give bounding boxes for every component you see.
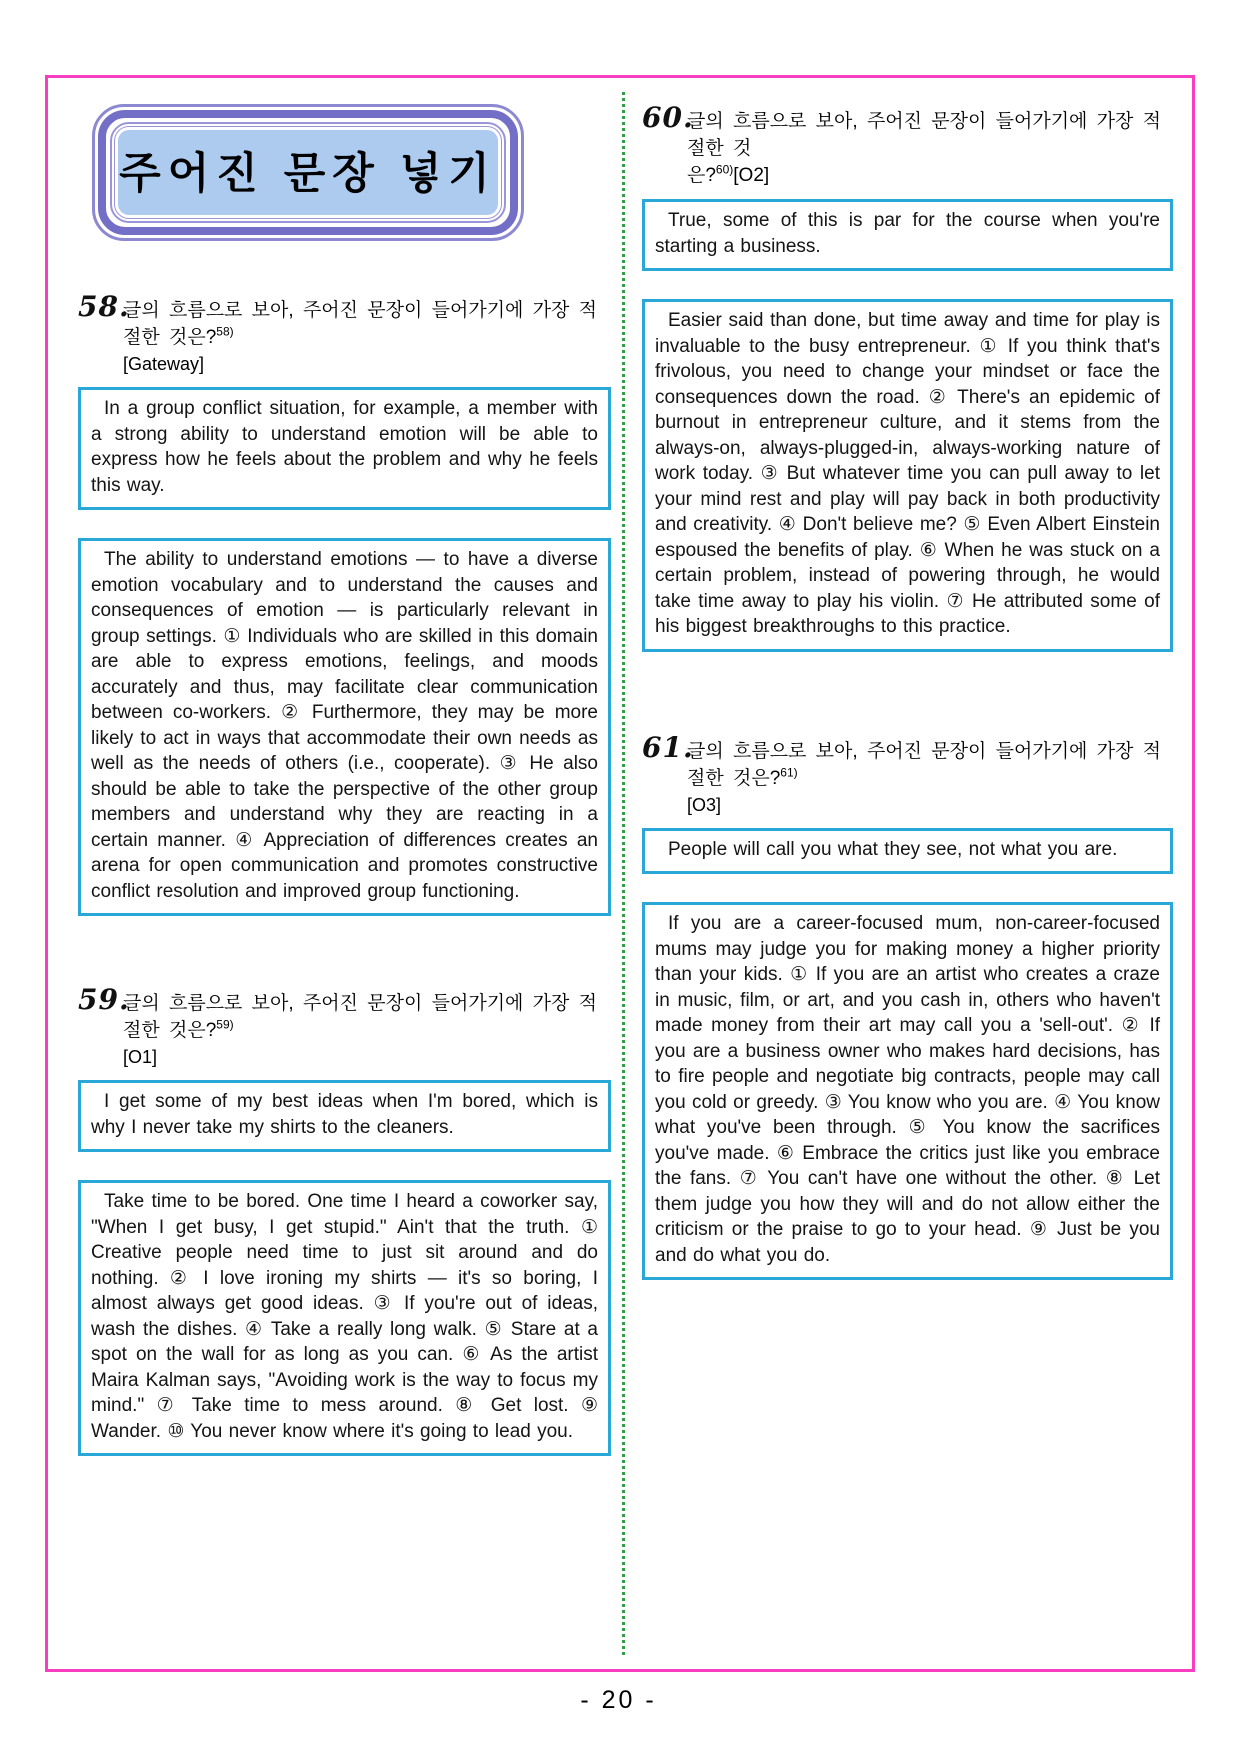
question-59-passage-text: Take time to be bored. One time I heard a coworker say, "When I get busy, I get stupid." Ain't that the truth. ① Creative people need time to just sit around and do nothing. ② I love ironing my shirts — it's so boring, I almost always get good ideas. ③ If you're out of ideas, wash the dishes. ④ Take a really long walk. ⑤ Stare at a spot on the wall for as long as you can. ⑥ As the artist Maira Kalman says, "Avoiding work is the way to focus my mind." ⑦ Take time to mess around. ⑧ Get lost. ⑨ Wander. ⑩ You never know where it's going to lead you. — [91, 1191, 598, 1442]
question-61-given-sentence-box — [642, 828, 1173, 875]
question-59-given-sentence-box — [78, 1080, 611, 1152]
left-column — [78, 78, 611, 1456]
question-58-given-sentence-text: In a group conflict situation, for example, a member with a strong ability to understand emotion will be able to express how he feels about the problem and why he feels this way. — [91, 398, 598, 496]
section-title-border-mid — [98, 110, 518, 235]
section-title-border-inner — [110, 122, 506, 223]
question-58-source-tag: [Gateway] — [123, 354, 205, 374]
section-title-border-outer — [92, 104, 524, 241]
question-59-passage-box — [78, 1180, 611, 1456]
question-59-number: 59. — [78, 983, 130, 1016]
question-58-passage-box — [78, 538, 611, 916]
question-59-footnote-ref: 59) — [216, 1017, 234, 1032]
question-58-given-sentence-box — [78, 387, 611, 510]
question-60-header — [642, 101, 1173, 189]
question-59-header — [78, 983, 611, 1070]
question-61-passage-box — [642, 902, 1173, 1280]
right-column — [642, 78, 1173, 1280]
question-58-header — [78, 290, 611, 377]
question-58-footnote-ref: 58) — [216, 324, 234, 339]
question-60-passage-box — [642, 299, 1173, 652]
question-60-prompt-text: 글의 흐름으로 보아, 주어진 문장이 들어가기에 가장 적절한 것 — [687, 111, 1162, 159]
question-61-given-sentence-text: People will call you what they see, not what you are. — [668, 838, 1118, 860]
column-divider — [622, 92, 625, 1655]
question-60-passage-text: Easier said than done, but time away and time for play is invaluable to the busy entrepreneur. ① If you think that's frivolous, you need to change your mindset or face the consequences down the road. ② There's an epidemic of burnout in entrepreneur culture, and it stems from the always-on, always-plugged-in, always-working nature of work today. ③ But whatever time you can pull away to let your mind rest and play will pay back in both productivity and creativity. ④ Don't believe me? ⑤ Even Albert Einstein espoused the benefits of play. ⑥ When he was stuck on a certain problem, instead of powering through, he would take time away to play his violin. ⑦ He attributed some of his biggest breakthroughs to this practice. — [655, 310, 1160, 637]
question-58-number: 58. — [78, 290, 130, 323]
question-60-source-tag: [O2] — [733, 165, 770, 186]
question-59-prompt-text: 글의 흐름으로 보아, 주어진 문장이 들어가기에 가장 적절한 것은? — [123, 993, 598, 1041]
question-59-given-sentence-text: I get some of my best ideas when I'm bored, which is why I never take my shirts to the cleaners. — [91, 1091, 598, 1138]
question-59-prompt — [123, 990, 611, 1044]
question-58-prompt — [123, 297, 611, 351]
question-60-prompt-wrap-text: 은? — [687, 165, 716, 186]
question-58-prompt-text: 글의 흐름으로 보아, 주어진 문장이 들어가기에 가장 적절한 것은? — [123, 300, 598, 348]
question-60-given-sentence-text: True, some of this is par for the course when you're starting a business. — [655, 210, 1160, 257]
question-61-prompt — [687, 738, 1173, 792]
section-title-box — [92, 104, 524, 241]
question-61-prompt-text: 글의 흐름으로 보아, 주어진 문장이 들어가기에 가장 적절한 것은? — [687, 740, 1162, 789]
question-59-source-tag: [O1] — [123, 1047, 158, 1067]
question-61-header — [642, 730, 1173, 818]
question-60-given-sentence-box — [642, 199, 1173, 271]
question-61-footnote-ref: 61) — [780, 765, 798, 780]
question-61-passage-text: If you are a career-focused mum, non-career-focused mums may judge you for making money a higher priority than your kids. ① If you are an artist who creates a craze in music, film, or art, and you cash in, others who haven't made money from their art may call you a 'sell-out'. ② If you are a business owner who makes hard decisions, has to fire people and negotiate big contracts, people may call you cold or greedy. ③ You know who you are. ④ You know what you've been through. ⑤ You know the sacrifices you've made. ⑥ Embrace the critics just like you embrace the fans. ⑦ You can't have one without the other. ⑧ Let them judge you how they will and do not allow either the criticism or the praise to go to your head. ⑨ Just be you and do what you do. — [655, 913, 1160, 1266]
section-title-text: 주어진 문장 넣기 — [115, 127, 501, 218]
page-frame — [45, 75, 1195, 1672]
question-60-prompt — [687, 108, 1173, 162]
question-60-footnote-ref: 60) — [715, 162, 734, 177]
question-58-passage-text: The ability to understand emotions — to have a diverse emotion vocabulary and to understand the causes and consequences of emotion — is particularly relevant in group settings. ① Individuals who are skilled in this domain are able to express emotions, feelings, and moods accurately and thus, may facilitate clear communication between co-workers. ② Furthermore, they may be more likely to act in ways that accommodate their own needs as well as the needs of others (i.e., cooperate). ③ He also should be able to take the perspective of the other group members and understand why they are reacting in a certain manner. ④ Appreciation of differences creates an arena for open communication and promotes constructive conflict resolution and improved group functioning. — [91, 549, 598, 902]
question-60-prompt-wrap-line — [687, 162, 1173, 189]
question-61-number: 61. — [642, 730, 694, 764]
question-60-number: 60. — [642, 101, 694, 134]
page-number: - 20 - — [580, 1686, 657, 1714]
question-61-source-tag: [O3] — [687, 794, 722, 815]
